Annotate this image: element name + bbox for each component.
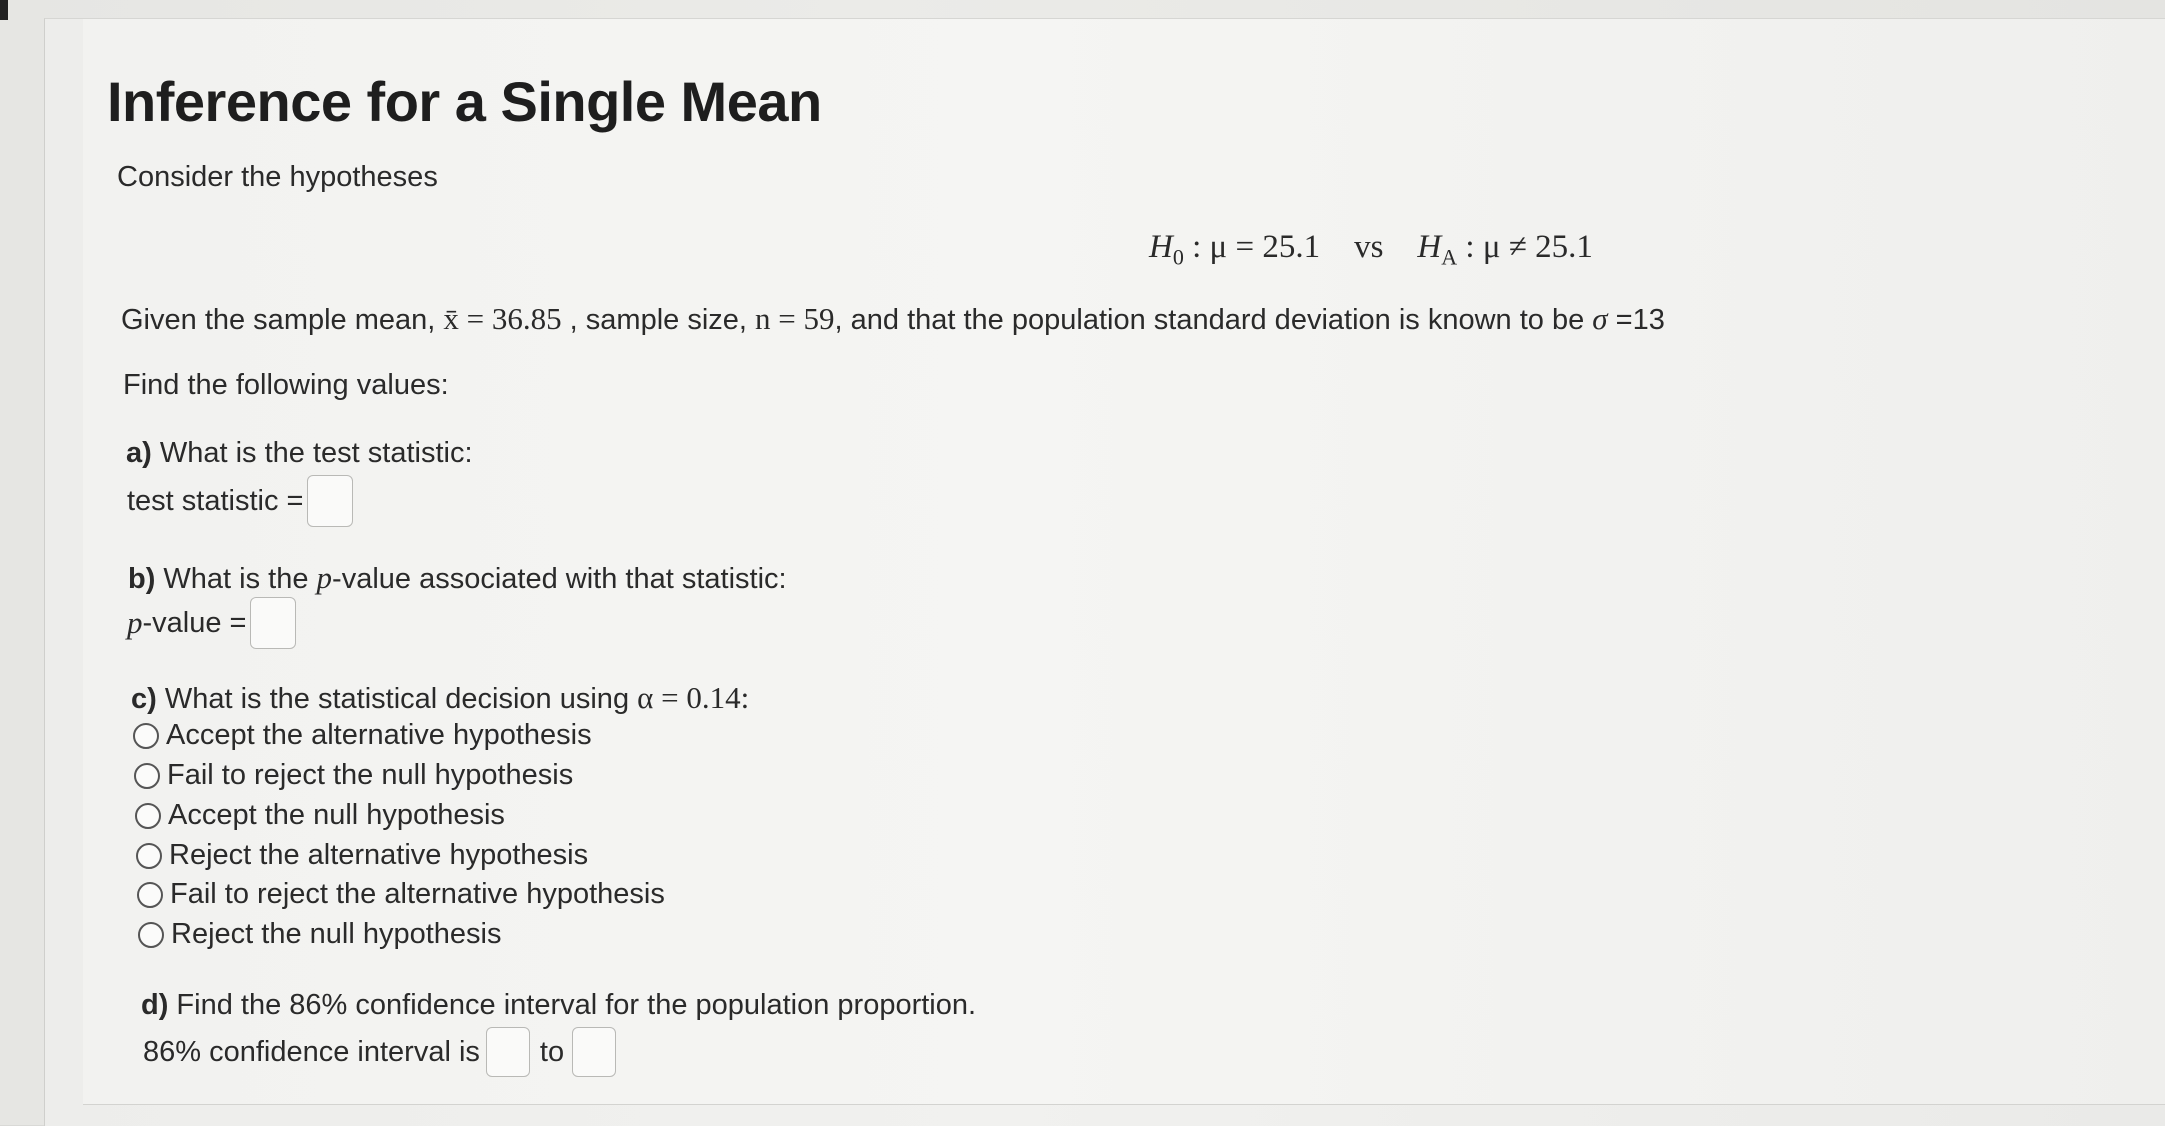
ha-subscript: A: [1441, 244, 1458, 270]
decision-option-3[interactable]: [135, 799, 505, 832]
p-value-symbol: p: [127, 605, 143, 640]
sample-mean: x̄ = 36.85: [443, 301, 562, 336]
ha-symbol: H: [1417, 229, 1442, 265]
confidence-interval-label: 86% confidence interval is: [143, 1035, 480, 1068]
question-a-prompt: What is the test statistic:: [151, 437, 473, 469]
test-statistic-row: [127, 475, 353, 527]
decision-option-5[interactable]: [137, 878, 665, 911]
decision-option-label[interactable]: Fail to reject the null hypothesis: [167, 759, 574, 791]
question-b-prompt-post: -value associated with that statistic:: [332, 563, 787, 595]
radio-button[interactable]: [137, 882, 163, 908]
decision-option-label[interactable]: Accept the null hypothesis: [168, 799, 505, 831]
p-value-input[interactable]: [250, 597, 296, 649]
confidence-interval-row: [143, 1027, 616, 1077]
page-title: Inference for a Single Mean: [107, 70, 822, 133]
sigma-symbol: σ: [1592, 301, 1608, 336]
decision-option-6[interactable]: [138, 918, 501, 951]
decision-option-label[interactable]: Fail to reject the alternative hypothesis: [170, 878, 665, 910]
question-panel: [83, 19, 2165, 1105]
given-part2: , sample size,: [561, 304, 756, 336]
decision-option-label[interactable]: Reject the null hypothesis: [171, 918, 502, 950]
question-a: [126, 437, 473, 470]
question-d: [141, 989, 976, 1022]
p-symbol: p: [316, 560, 333, 595]
question-a-label: a): [126, 437, 152, 469]
question-card: [44, 18, 2165, 1126]
vs-text: vs: [1354, 229, 1384, 265]
radio-button[interactable]: [138, 922, 164, 948]
given-text: [121, 301, 1665, 337]
ci-lower-input[interactable]: [486, 1027, 530, 1077]
radio-button[interactable]: [134, 763, 160, 789]
radio-button[interactable]: [133, 723, 159, 749]
ha-statement: : μ ≠ 25.1: [1457, 229, 1593, 265]
question-d-prompt: Find the 86% confidence interval for the population proportion.: [168, 989, 977, 1021]
decision-option-1[interactable]: [133, 719, 592, 752]
sigma-value: =13: [1607, 304, 1665, 336]
question-b: [128, 560, 787, 596]
question-c: [131, 680, 749, 716]
radio-button[interactable]: [136, 843, 162, 869]
decision-option-label[interactable]: Accept the alternative hypothesis: [166, 719, 592, 751]
radio-button[interactable]: [135, 803, 161, 829]
given-part1: Given the sample mean,: [121, 304, 444, 336]
test-statistic-label: test statistic =: [127, 484, 304, 517]
decision-option-4[interactable]: [136, 839, 588, 872]
p-value-row: [127, 597, 296, 649]
question-c-prompt: What is the statistical decision using: [156, 683, 638, 715]
question-b-label: b): [128, 563, 156, 595]
test-statistic-input[interactable]: [307, 475, 353, 527]
given-part3: , and that the population standard deviation is known to be: [834, 304, 1593, 336]
find-text: Find the following values:: [123, 369, 449, 401]
h0-statement: : μ = 25.1: [1183, 229, 1321, 265]
decision-option-label[interactable]: Reject the alternative hypothesis: [169, 839, 589, 871]
decision-option-2[interactable]: [134, 759, 573, 792]
sample-size: n = 59: [755, 301, 835, 336]
h0-subscript: 0: [1172, 244, 1184, 270]
intro-text: Consider the hypotheses: [117, 161, 438, 193]
hypotheses-equation: [1149, 229, 1593, 271]
alpha-value: α = 0.14:: [637, 680, 750, 715]
question-d-label: d): [141, 989, 169, 1021]
ci-upper-input[interactable]: [572, 1027, 616, 1077]
p-value-label: -value =: [142, 606, 247, 639]
window-edge: [0, 0, 8, 20]
ci-to-label: to: [539, 1035, 565, 1068]
question-c-label: c): [131, 683, 157, 715]
question-b-prompt-pre: What is the: [155, 563, 317, 595]
h0-symbol: H: [1149, 229, 1173, 265]
